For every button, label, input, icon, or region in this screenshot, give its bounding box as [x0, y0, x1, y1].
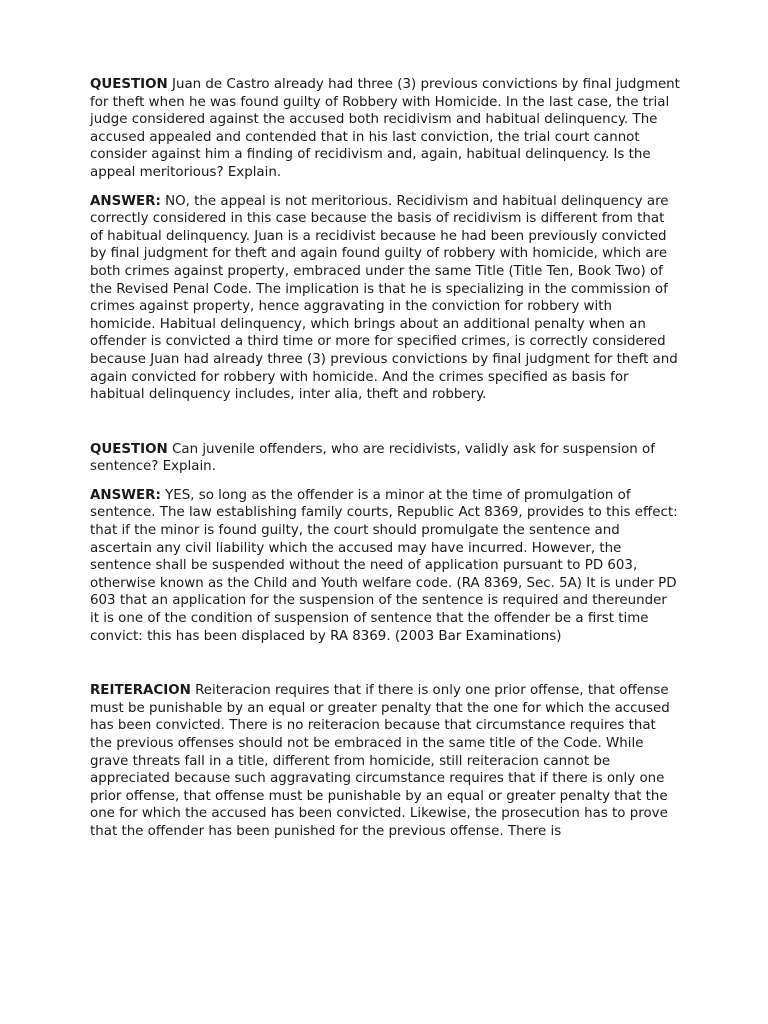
reiteracion-label: REITERACION [90, 683, 191, 699]
answer-2 [90, 487, 680, 645]
section-gap [90, 656, 680, 682]
section-gap [90, 415, 680, 441]
document-page [90, 76, 680, 852]
question-label: QUESTION [90, 441, 168, 457]
question-label: QUESTION [90, 77, 168, 92]
question-2 [90, 441, 680, 476]
question-text: Can juvenile offenders, who are recidivists, validly ask for suspension of sentence? Explain. [90, 441, 655, 475]
reiteracion-text: Reiteracion requires that if there is only one prior offense, that offense must be punishable by an equal or greater penalty that the one for which the accused has been convicted. There is no reiteracion because that circumstance requires that the previous offenses should not be embraced in the same title of the Code. While grave threats fall in a title, different from homicide, still reiteracion cannot be appreciated because such aggravating circumstance requires that if there is only one prior offense, that offense must be punishable by an equal or greater penalty that the one for which the accused has been convicted. Likewise, the prosecution has to prove that the offender has been punished for the previous offense. There is [90, 683, 670, 839]
question-text: Juan de Castro already had three (3) previous convictions by final judgment for theft when he was found guilty of Robbery with Homicide. In the last case, the trial judge considered against the accused both recidivism and habitual delinquency. The accused appealed and contended that in his last conviction, the trial court cannot consider against him a finding of recidivism and, again, habitual delinquency. Is the appeal meritorious? Explain. [90, 77, 680, 180]
question-1 [90, 76, 680, 182]
reiteracion-section [90, 682, 680, 840]
answer-text: NO, the appeal is not meritorious. Recidivism and habitual delinquency are correctly considered in this case because the basis of recidivism is different from that of habitual delinquency. Juan is a recidivist because he had been previously convicted by final judgment for theft and again found guilty of robbery with homicide, which are both crimes against property, embraced under the same Title (Title Ten, Book Two) of the Revised Penal Code. The implication is that he is specializing in the commission of crimes against property, hence aggravating in the conviction for robbery with homicide. Habitual delinquency, which brings about an additional penalty when an offender is convicted a third time or more for specified crimes, is correctly considered because Juan had already three (3) previous convictions by final judgment for theft and again convicted for robbery with homicide. And the crimes specified as basis for habitual delinquency includes, inter alia, theft and robbery. [90, 193, 678, 403]
answer-label: ANSWER: [90, 487, 161, 503]
answer-text: YES, so long as the offender is a minor at the time of promulgation of sentence. The law establishing family courts, Republic Act 8369, provides to this effect: that if the minor is found guilty, the court should promulgate the sentence and ascertain any civil liability which the accused may have incurred. However, the sentence shall be suspended without the need of application pursuant to PD 603, otherwise known as the Child and Youth welfare code. (RA 8369, Sec. 5A) It is under PD 603 that an application for the suspension of the sentence is required and thereunder it is one of the condition of suspension of sentence that the offender be a first time convict: this has been displaced by RA 8369. (2003 Bar Examinations) [90, 487, 678, 644]
answer-label: ANSWER: [90, 193, 161, 209]
answer-1 [90, 193, 680, 404]
